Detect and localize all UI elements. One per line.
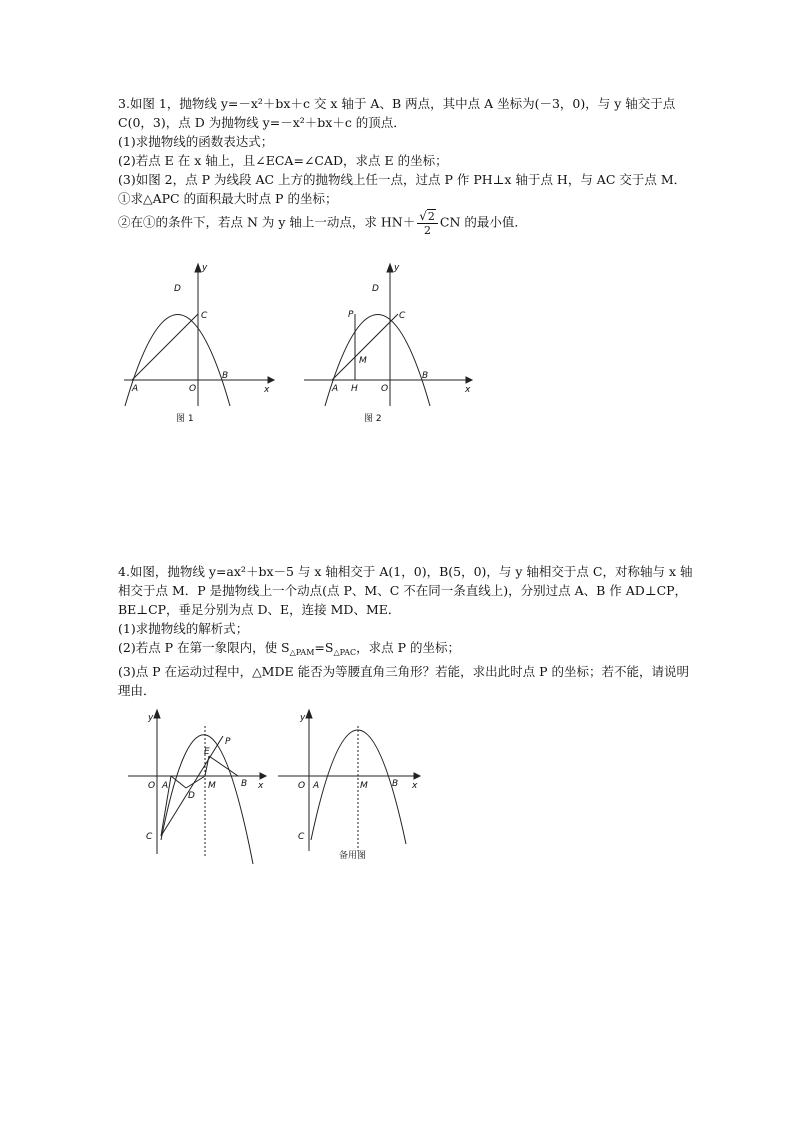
label-d: D: [188, 791, 195, 801]
label-a: A: [162, 781, 169, 791]
y-axis-arrow: [195, 264, 201, 272]
label-b: B: [422, 371, 429, 381]
problem-4-q2: [118, 638, 698, 662]
segment-ac: [132, 314, 198, 380]
label-x: x: [465, 385, 471, 395]
label-a: A: [332, 384, 339, 394]
figure-1: [118, 258, 278, 430]
problem-3-q3b: [118, 210, 698, 236]
label-y: y: [148, 713, 154, 723]
label-c: C: [201, 311, 208, 321]
problem-3-q1: (1)求抛物线的函数表达式；: [118, 134, 274, 149]
problem-3-q3: (3)如图 2，点 P 为线段 AC 上方的抛物线上任一点，过点 P 作 PH⊥x 轴于点 H，与 AC 交于点 M．: [118, 172, 687, 187]
figure-2-caption: 图 2: [364, 414, 382, 424]
x-axis-arrow: [466, 377, 472, 383]
label-b: B: [222, 371, 229, 381]
problem-3: [118, 94, 698, 236]
problem-4-q1: (1)求抛物线的解析式；: [118, 621, 249, 636]
q2-subscript-pac: △PAC: [333, 648, 357, 657]
y-axis-arrow: [154, 710, 160, 718]
problem-4-q3: (3)点 P 在运动过程中，△MDE 能否为等腰直角三角形？若能，求出此时点 P 的坐标；若不能，请说明理由．: [118, 664, 689, 698]
figure-1-caption: 图 1: [176, 414, 194, 424]
problem-3-statement: 3.如图 1，抛物线 y=－x²＋bx＋c 交 x 轴于 A、B 两点，其中点 A 坐标为(－3，0)，与 y 轴交于点 C(0，3)，点 D 为抛物线 y=－x²＋bx＋c 的顶点．: [118, 96, 676, 130]
label-b: B: [241, 779, 248, 789]
figure-2: [298, 258, 478, 430]
q3b-text-after: CN 的最小值．: [439, 214, 527, 230]
problem-4-statement: 4.如图，抛物线 y=ax²＋bx－5 与 x 轴相交于 A(1，0)，B(5，0)，与 y 轴相交于点 C，对称轴与 x 轴相交于点 M．P 是抛物线上一个动点(点 P、M、C 不在同一条直线上)，分别过点 A、B 作 AD⊥CP，BE⊥CP，垂足分别为点 D、E，连接 MD、ME．: [118, 564, 693, 617]
label-o: O: [189, 384, 197, 394]
problem-4: [118, 562, 698, 700]
backup-figure-caption: 备用图: [339, 851, 367, 861]
parabola: [125, 315, 230, 407]
x-axis-arrow: [260, 773, 266, 779]
label-h: H: [351, 384, 358, 394]
problem-3-q2: (2)若点 E 在 x 轴上，且∠ECA=∠CAD，求点 E 的坐标；: [118, 153, 448, 168]
segment-be: [209, 756, 238, 776]
fraction-denominator: 2: [424, 224, 432, 237]
label-d: D: [174, 284, 181, 294]
problem-3-q3a: ①求△APC 的面积最大时点 P 的坐标；: [118, 191, 338, 206]
label-o: O: [298, 781, 306, 791]
q2-subscript-pam: △PAM: [289, 648, 315, 657]
x-axis-arrow: [414, 773, 420, 779]
label-a: A: [313, 781, 320, 791]
label-e: E: [204, 747, 210, 757]
q3b-text-before: ②在①的条件下，若点 N 为 y 轴上一动点，求 HN＋: [118, 214, 416, 230]
sqrt2-over-2-fraction: $\frac{√2}{2}$: [417, 210, 438, 236]
label-x: x: [412, 781, 418, 791]
label-x: x: [264, 385, 270, 395]
fraction-numerator: 2: [427, 210, 435, 223]
label-y: y: [394, 263, 400, 273]
label-c: C: [399, 311, 406, 321]
label-o: O: [148, 781, 156, 791]
label-x: x: [258, 781, 264, 791]
label-m: M: [208, 781, 216, 791]
label-p: P: [348, 310, 354, 320]
label-y: y: [202, 263, 208, 273]
label-d: D: [372, 284, 379, 294]
label-b: B: [392, 779, 399, 789]
label-m: M: [359, 356, 367, 366]
x-axis-arrow: [268, 377, 274, 383]
segment-me: [205, 756, 209, 776]
q2-text-before: (2)若点 P 在第一象限内，使 S: [118, 640, 290, 655]
backup-figure: [274, 706, 424, 868]
q2-text-mid: =S: [314, 640, 334, 655]
label-m: M: [360, 781, 368, 791]
y-axis-arrow: [387, 264, 393, 272]
label-c: C: [146, 832, 153, 842]
label-p: P: [225, 737, 231, 747]
parabola: [325, 315, 430, 407]
figure-3: [124, 706, 272, 868]
segment-ac: [332, 314, 398, 380]
q2-text-after: ，求点 P 的坐标；: [356, 640, 460, 655]
label-o: O: [381, 384, 389, 394]
segment-md: [186, 776, 205, 788]
label-c: C: [298, 832, 305, 842]
label-a: A: [132, 384, 139, 394]
label-y: y: [300, 713, 306, 723]
y-axis-arrow: [306, 710, 312, 718]
